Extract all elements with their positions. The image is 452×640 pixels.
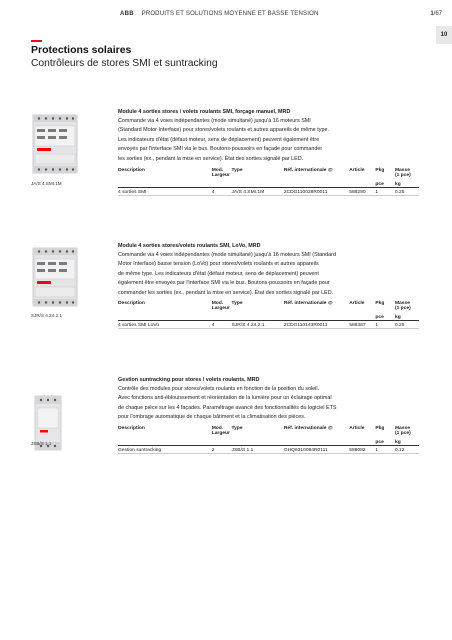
spec-table: Description Mod. Largeur Type Réf. internationale @ Article Pkg Masse (1 pce) pce kg Gestion suntracking 2 JSB/S 1.1 GHQ6310084R0111 588082 1 0.12 (118, 426, 419, 454)
spec-table: Description Mod. Largeur Type Réf. internationale @ Article Pkg Masse (1 pce) pce kg 4 sorties SMI 4 JA/S 4.SMI.1M 2CDG110028R0011 588290 1 0.25 (118, 168, 419, 196)
product-title: Gestion suntracking pour stores / volets roulants, MRD (118, 377, 260, 383)
table-row: 4 sorties SMI LoVo 4 SJR/S 4.24.2.1 2CDG110143R0011 588387 1 0.25 (118, 321, 419, 329)
product-image (31, 112, 79, 176)
table-row: 4 sorties SMI 4 JA/S 4.SMI.1M 2CDG110028R0011 588290 1 0.25 (118, 188, 419, 196)
page-number: 1/67 (430, 11, 442, 17)
spec-table: Description Mod. Largeur Type Réf. internationale @ Article Pkg Masse (1 pce) pce kg 4 sorties SMI LoVo 4 SJR/S 4.24.2.1 2CDG110143R0011 588387 1 0.25 (118, 301, 419, 329)
product-image-code: JA/S 4.SMI.1M (31, 181, 62, 186)
chapter-tab[interactable]: 10 (436, 26, 452, 44)
product-description: Commande via 4 voies indépendantes (mode simultané) jusqu'à 16 moteurs SMI (Standard Motor Interface) basse tension (LoVo) pour stores/volets roulants et autres appareils de même type. Les indicateurs d'état (défaut moteur, sens de déplacement) peuvent également être envoyés par l'interface SMI via le bus. Boutons-poussoirs en façade pour commander les sorties (ex., pendant la mise en service). État des sorties signalé par LED. (118, 252, 336, 296)
product-image-code: SJR/S 4.24.2.1 (31, 313, 62, 318)
brand-logo: ABB (120, 11, 134, 17)
section-title: PRODUITS ET SOLUTIONS MOYENNE ET BASSE TENSION (141, 11, 319, 17)
product-title: Module 4 sorties stores/volets roulants SMI, LoVo, MRD (118, 243, 261, 249)
product-image (31, 245, 79, 309)
accent-bar (31, 40, 42, 42)
page-header (120, 11, 442, 23)
product-description: Commande via 4 voies indépendantes (mode simultané) jusqu'à 16 moteurs SMI (Standard Motor Interface) pour stores/volets roulants et autres appareils de même type. Les indicateurs d'état (défaut moteur, sens de déplacement) peuvent également être envoyés par l'interface SMI via le bus. Boutons-poussoirs en façade pour commander les sorties (ex., pendant la mise en service). État des sorties signalé par LED. (118, 118, 329, 162)
product-title: Module 4 sorties stores / volets roulants SMI, forçage manuel, MRD (118, 109, 291, 115)
product-image-code: JSB/S 1.1 (31, 441, 52, 446)
table-row: Gestion suntracking 2 JSB/S 1.1 GHQ6310084R0111 588082 1 0.12 (118, 446, 419, 454)
page-title: Protections solaires (31, 44, 132, 56)
product-description: Contrôle des modules pour stores/volets roulants en fonction de la position du soleil. Avec fonctions anti-éblouissement et réorientation de la lumière pour un éclairage optimal de chaque pièce sur les 4 façades. Paramétrage avancé des fonctionnalités du logiciel ETS pour l'ombrage automatique de chaque bâtiment et la climatisation des pièces. (118, 386, 337, 421)
page-subtitle: Contrôleurs de stores SMI et suntracking (31, 58, 218, 69)
